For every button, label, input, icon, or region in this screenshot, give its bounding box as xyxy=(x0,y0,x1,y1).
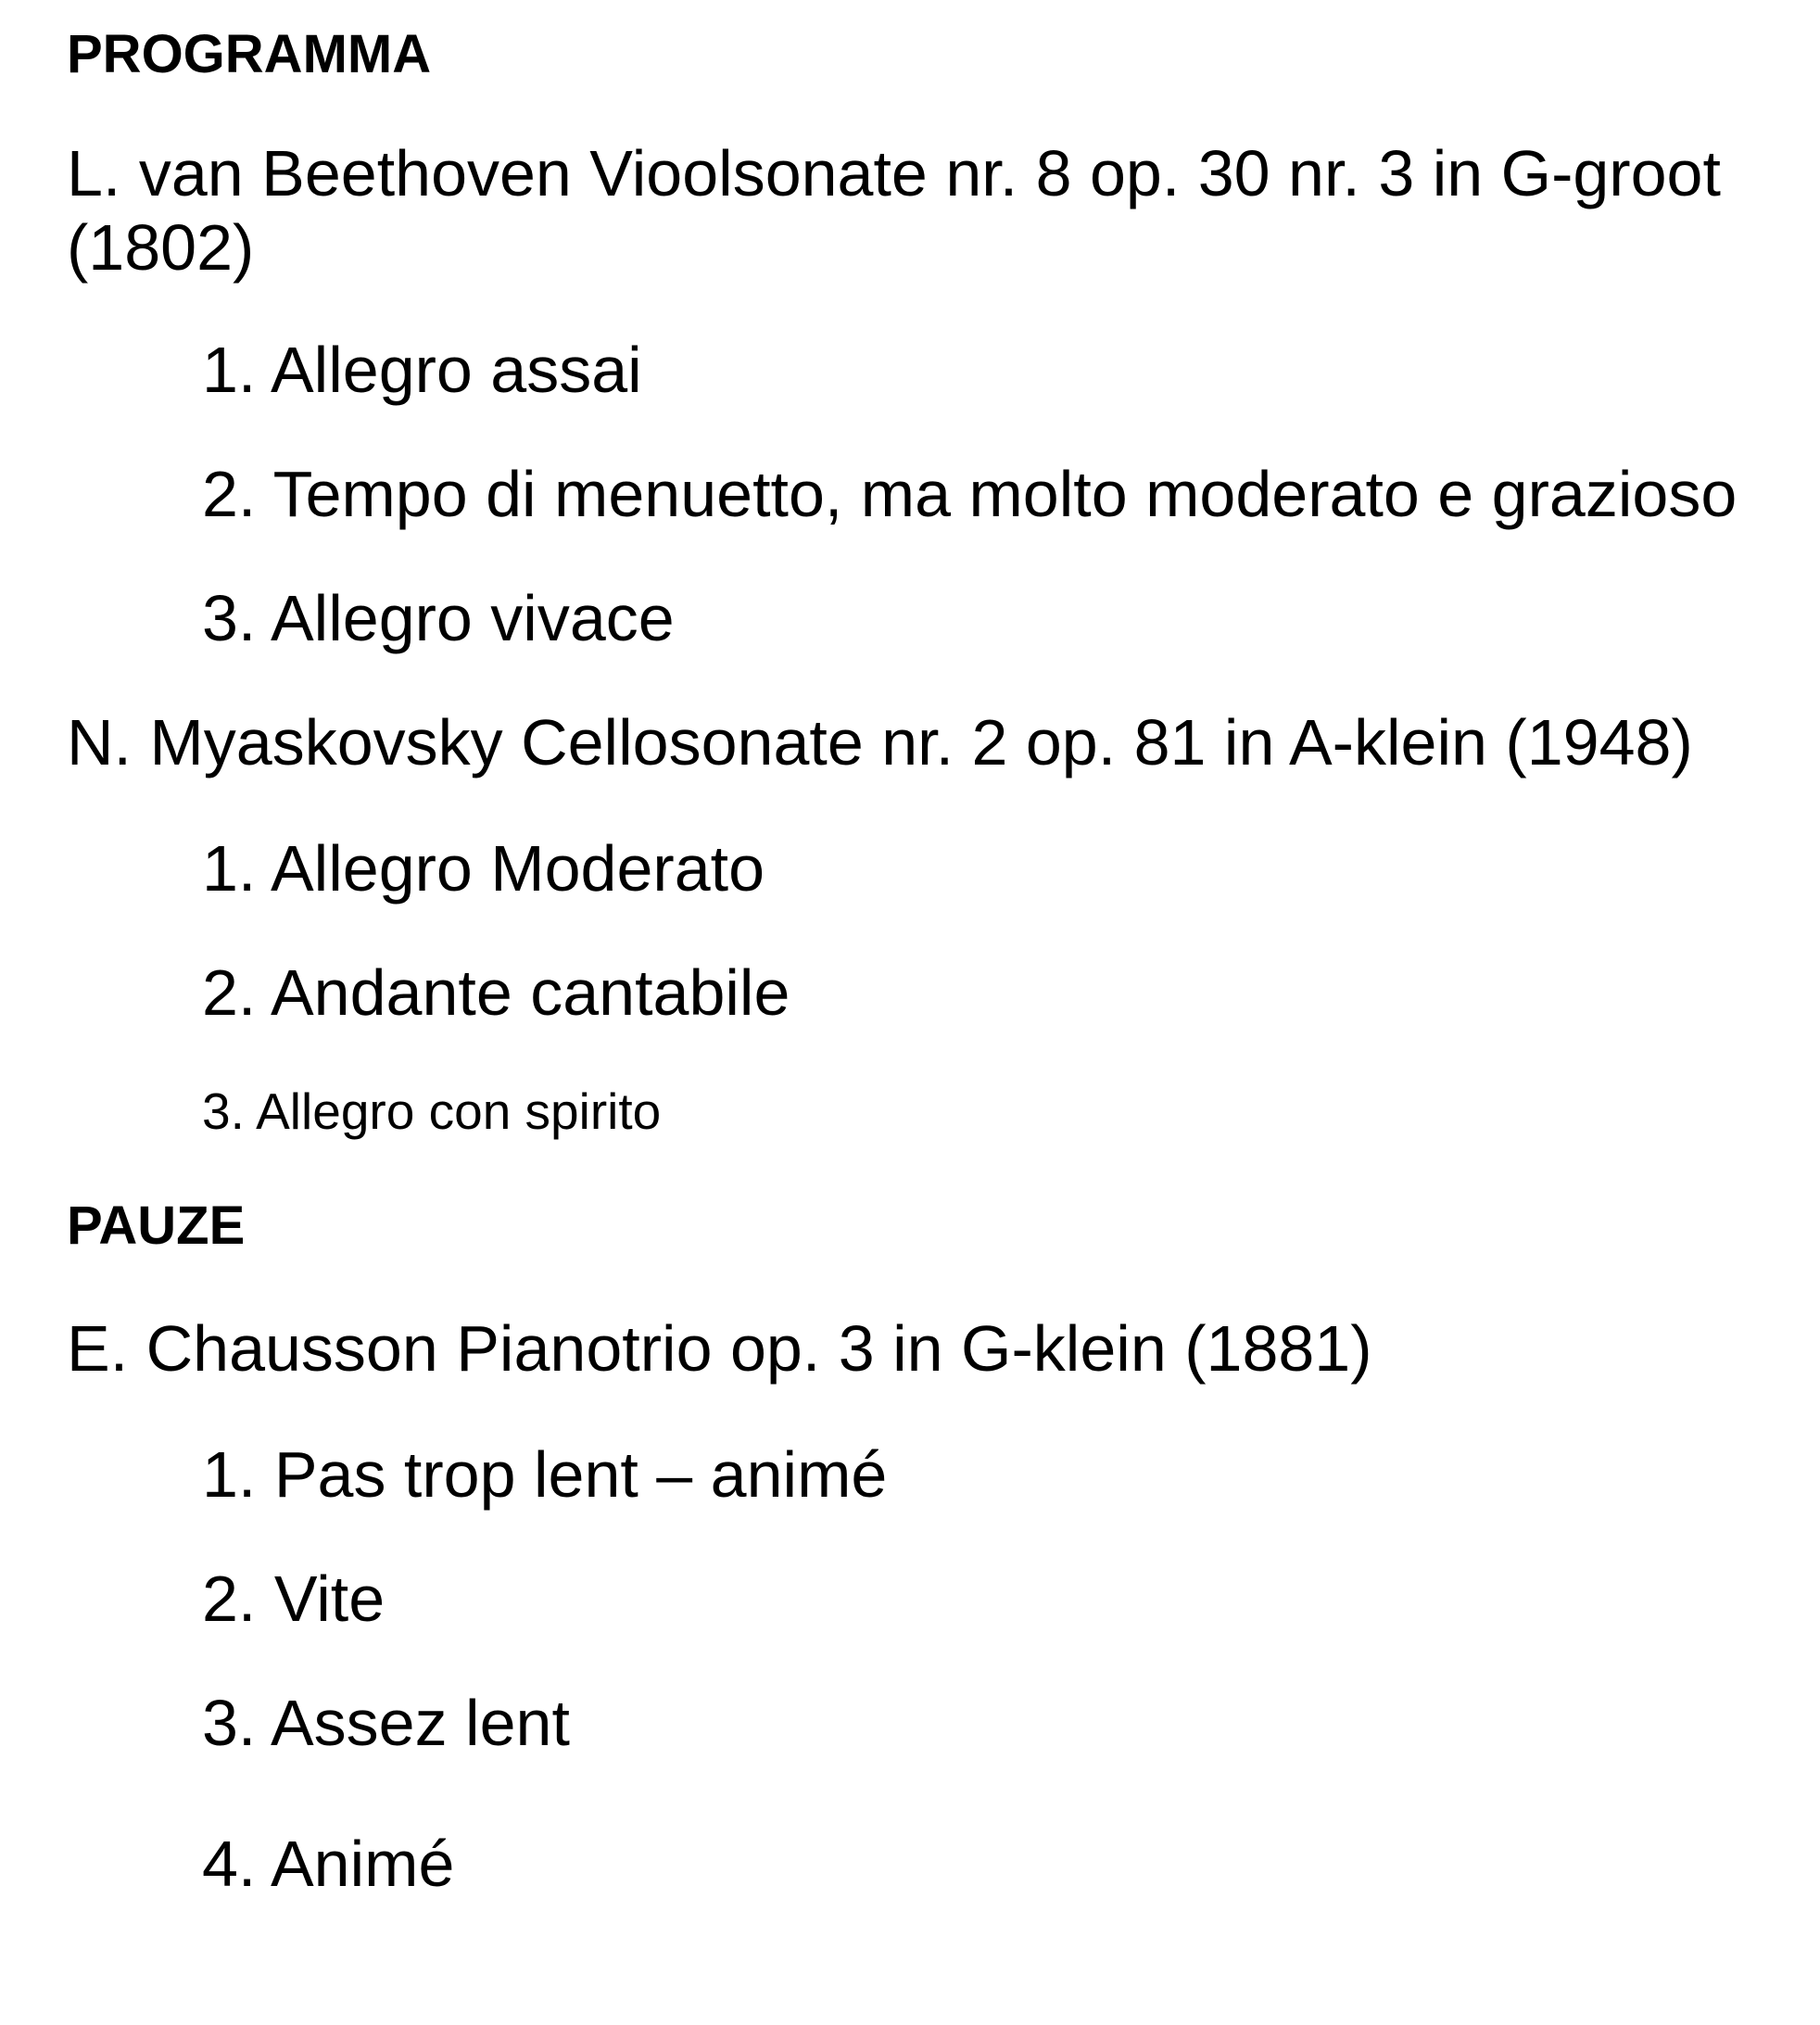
movement-item: 2. Andante cantabile xyxy=(202,956,790,1029)
movement-item: 2. Tempo di menuetto, ma molto moderato e grazioso xyxy=(202,458,1738,530)
movement-item: 1. Pas trop lent – animé xyxy=(202,1438,888,1511)
movement-item: 3. Allegro vivace xyxy=(202,582,675,654)
movement-item: 3. Assez lent xyxy=(202,1687,570,1759)
piece-title-beethoven: L. van Beethoven Vioolsonate nr. 8 op. 30 nr. 3 in G-groot xyxy=(67,137,1721,209)
piece-title-beethoven-year: (1802) xyxy=(67,211,255,284)
movement-item: 1. Allegro Moderato xyxy=(202,832,765,905)
movement-item: 1. Allegro assai xyxy=(202,334,642,406)
movement-item: 4. Animé xyxy=(202,1828,455,1900)
programme-heading: PROGRAMMA xyxy=(67,24,432,84)
movement-item: 3. Allegro con spirito xyxy=(202,1082,662,1140)
pause-heading: PAUZE xyxy=(67,1196,246,1256)
piece-title-chausson: E. Chausson Pianotrio op. 3 in G-klein (1881) xyxy=(67,1312,1372,1385)
movement-item: 2. Vite xyxy=(202,1563,385,1635)
piece-title-myaskovsky: N. Myaskovsky Cellosonate nr. 2 op. 81 in A-klein (1948) xyxy=(67,706,1693,778)
